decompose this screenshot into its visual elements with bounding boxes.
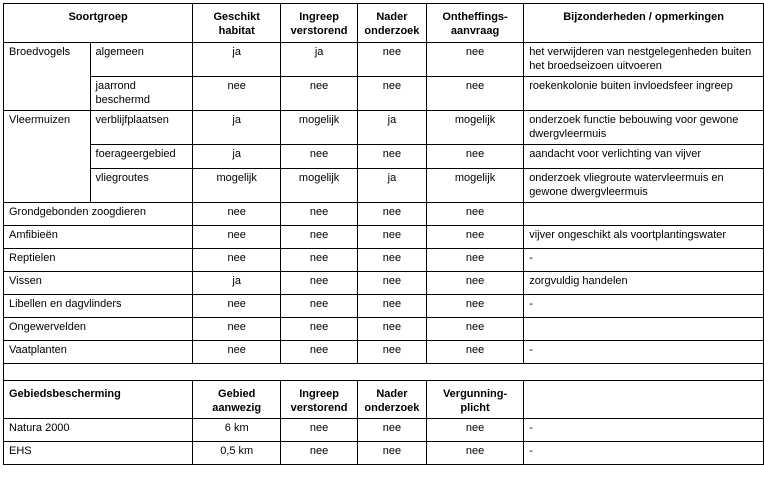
col-header-aanwezig: Gebied aanwezig [193,381,281,419]
col-header-ontheffing: Ontheffings-aanvraag [426,4,523,43]
onderzoek-cell: ja [357,169,426,203]
table-row [4,295,764,318]
opmerking-cell: - [524,442,764,465]
table-row [4,169,764,203]
opmerking-cell [524,203,764,226]
ontheffing-cell: nee [426,249,523,272]
onderzoek-cell: nee [357,442,426,465]
ontheffing-cell: nee [426,341,523,364]
onderzoek-cell: nee [357,295,426,318]
onderzoek-cell: nee [357,318,426,341]
ingreep-cell: nee [281,226,358,249]
ontheffing-cell: nee [426,318,523,341]
opmerking-cell: zorgvuldig handelen [524,272,764,295]
aanwezig-cell: 6 km [193,419,281,442]
group-cell: Ongewervelden [4,318,193,341]
onderzoek-cell: nee [357,272,426,295]
col-header-ingreep: Ingreep verstorend [281,381,358,419]
col-header-onderzoek: Nader onderzoek [357,381,426,419]
table-row [4,226,764,249]
col-header-soortgroep: Soortgroep [4,4,193,43]
table-row [4,249,764,272]
ingreep-cell: nee [281,272,358,295]
group-cell: Vissen [4,272,193,295]
area-cell: Natura 2000 [4,419,193,442]
table-row [4,43,764,77]
habitat-cell: ja [193,43,281,77]
onderzoek-cell: nee [357,226,426,249]
opmerking-cell: aandacht voor verlichting van vijver [524,145,764,169]
habitat-cell: nee [193,203,281,226]
habitat-cell: ja [193,111,281,145]
onderzoek-cell: nee [357,249,426,272]
ontheffing-cell: nee [426,226,523,249]
group-cell: Amfibieën [4,226,193,249]
habitat-cell: mogelijk [193,169,281,203]
ingreep-cell: nee [281,295,358,318]
onderzoek-cell: nee [357,203,426,226]
habitat-cell: nee [193,77,281,111]
group-cell: Libellen en dagvlinders [4,295,193,318]
table-row [4,442,764,465]
table-row [4,272,764,295]
subgroup-cell: algemeen [90,43,193,77]
opmerking-cell [524,318,764,341]
onderzoek-cell: nee [357,77,426,111]
ingreep-cell: nee [281,341,358,364]
ontheffing-cell: nee [426,295,523,318]
ontheffing-cell: nee [426,145,523,169]
ontheffing-cell: nee [426,77,523,111]
ontheffing-cell: mogelijk [426,169,523,203]
opmerking-cell: onderzoek functie bebouwing voor gewone dwergvleermuis [524,111,764,145]
onderzoek-cell: nee [357,341,426,364]
ingreep-cell: mogelijk [281,169,358,203]
table-row [4,111,764,145]
opmerking-cell: onderzoek vliegroute watervleermuis en gewone dwergvleermuis [524,169,764,203]
onderzoek-cell: nee [357,43,426,77]
col-header-habitat: Geschikt habitat [193,4,281,43]
species-header-row [4,4,764,43]
ingreep-cell: nee [281,442,358,465]
ingreep-cell: nee [281,419,358,442]
vergunning-cell: nee [426,419,523,442]
table-spacer [4,364,764,381]
opmerking-cell: roekenkolonie buiten invloedsfeer ingreep [524,77,764,111]
habitat-cell: nee [193,341,281,364]
ontheffing-cell: mogelijk [426,111,523,145]
habitat-cell: ja [193,272,281,295]
col-header-opmerkingen: Bijzonderheden / opmerkingen [524,4,764,43]
habitat-cell: nee [193,226,281,249]
area-cell: EHS [4,442,193,465]
ingreep-cell: mogelijk [281,111,358,145]
onderzoek-cell: ja [357,111,426,145]
opmerking-cell: - [524,341,764,364]
table-row [4,341,764,364]
group-cell: Grondgebonden zoogdieren [4,203,193,226]
col-header-onderzoek: Nader onderzoek [357,4,426,43]
ingreep-cell: nee [281,318,358,341]
group-cell: Reptielen [4,249,193,272]
group-cell: Broedvogels [4,43,91,111]
subgroup-cell: jaarrond beschermd [90,77,193,111]
aanwezig-cell: 0,5 km [193,442,281,465]
ingreep-cell: nee [281,145,358,169]
col-header-vergunning: Vergunning-plicht [426,381,523,419]
habitat-cell: nee [193,295,281,318]
table-row [4,419,764,442]
opmerking-cell: het verwijderen van nestgelegenheden buiten het broedseizoen uitvoeren [524,43,764,77]
col-header-ingreep: Ingreep verstorend [281,4,358,43]
habitat-cell: ja [193,145,281,169]
opmerking-cell: - [524,419,764,442]
table-row [4,318,764,341]
col-header-gebiedsbescherming: Gebiedsbescherming [4,381,193,419]
opmerking-cell: - [524,249,764,272]
species-table [3,3,764,465]
opmerking-cell: - [524,295,764,318]
onderzoek-cell: nee [357,419,426,442]
table-row [4,145,764,169]
vergunning-cell: nee [426,442,523,465]
area-header-row [4,381,764,419]
habitat-cell: nee [193,249,281,272]
ontheffing-cell: nee [426,203,523,226]
habitat-cell: nee [193,318,281,341]
ingreep-cell: nee [281,77,358,111]
subgroup-cell: vliegroutes [90,169,193,203]
group-cell: Vleermuizen [4,111,91,203]
group-cell: Vaatplanten [4,341,193,364]
opmerking-cell: vijver ongeschikt als voortplantingswater [524,226,764,249]
onderzoek-cell: nee [357,145,426,169]
subgroup-cell: foerageergebied [90,145,193,169]
ingreep-cell: nee [281,203,358,226]
ontheffing-cell: nee [426,43,523,77]
ingreep-cell: ja [281,43,358,77]
ingreep-cell: nee [281,249,358,272]
table-row [4,203,764,226]
subgroup-cell: verblijfplaatsen [90,111,193,145]
table-row [4,77,764,111]
ontheffing-cell: nee [426,272,523,295]
document [3,3,764,465]
